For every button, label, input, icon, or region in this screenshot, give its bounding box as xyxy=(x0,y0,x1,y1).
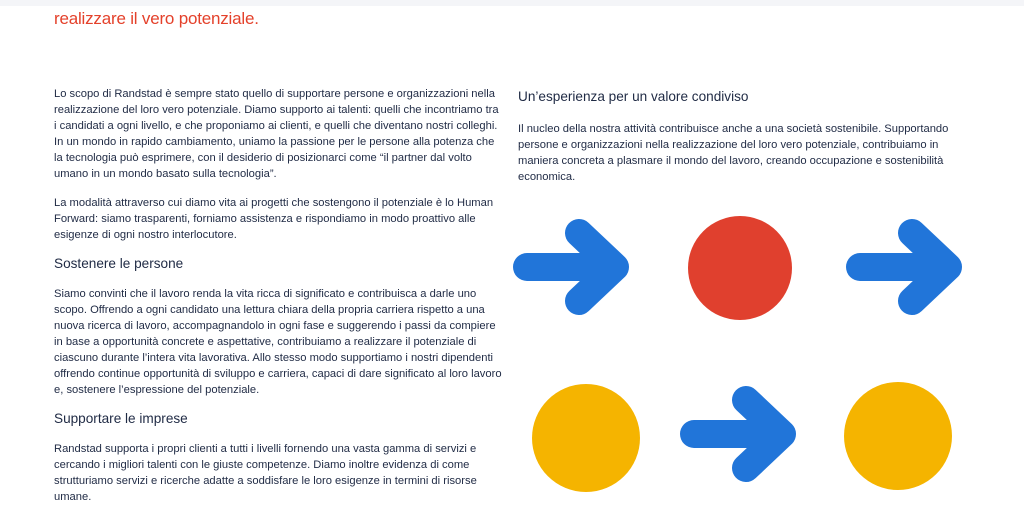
shared-value-heading: Un’esperienza per un valore condiviso xyxy=(518,89,749,104)
section-body-people: Siamo convinti che il lavoro renda la vita ricca di significato e contribuisca a darle uno scopo. Offrendo a ogni candidato una lettura chiara della propria carriera rispetto a una nuova ricerca di lavoro, accompagnandolo in ogni fase e suggerendo i passi da compiere in base a opportunità concrete e aspettative, contribuiamo a realizzare il potenziale di ciascuno durante l’intera vita lavorativa. Allo stesso modo supportiamo i nostri dipendenti offrendo continue opportunità di sviluppo e carriera, capaci di dare significato al loro lavoro e, sostenere l’espressione del potenziale. xyxy=(54,288,502,396)
red-circle xyxy=(688,216,792,320)
arrow-right-icon xyxy=(860,233,948,301)
page-title: realizzare il vero potenziale. xyxy=(54,9,259,28)
section-body-companies: Randstad supporta i propri clienti a tutti i livelli fornendo una vasta gamma di servizi e cercando i migliori talenti con le giuste competenze. Diamo inoltre evidenza di come strutturiamo servizi e ricerche adatte a soddisfare le loro esigenze in termini di risorse umane. xyxy=(54,443,477,503)
top-edge-strip xyxy=(0,0,1024,6)
arrow-right-icon xyxy=(694,400,782,468)
section-heading-companies: Supportare le imprese xyxy=(54,411,188,426)
arrow-right-icon xyxy=(527,233,615,301)
intro-paragraph: Lo scopo di Randstad è sempre stato quello di supportare persone e organizzazioni nella realizzazione del loro vero potenziale. Diamo supporto ai talenti: quelli che incontriamo tra i candidati a ogni livello, e che proponiamo ai clienti, e quelli che diventano nostri colleghi. In un mondo in rapido cambiamento, uniamo la passione per le persone alla potenza che la tecnologia può esprimere, con il desiderio di posizionarci come “il partner dal volto umano in un mondo basato sulla tecnologia”. xyxy=(54,88,499,180)
yellow-circle xyxy=(844,382,952,490)
shared-value-body: Il nucleo della nostra attività contribuisce anche a una società sostenibile. Supportando persone e organizzazioni nella realizzazione del loro vero potenziale, contribuiamo in maniera concreta a plasmare il mondo del lavoro, creando occupazione e sostenibilità economica. xyxy=(518,123,949,183)
human-forward-paragraph: La modalità attraverso cui diamo vita ai progetti che sostengono il potenziale è lo Human Forward: siamo trasparenti, forniamo assistenza e rispondiamo in modo proattivo alle esigenze di ogni nostro interlocutore. xyxy=(54,197,494,241)
yellow-circle xyxy=(532,384,640,492)
section-heading-people: Sostenere le persone xyxy=(54,256,184,271)
right-column xyxy=(518,88,968,185)
randstad-illustration xyxy=(506,210,976,518)
left-column xyxy=(54,86,504,505)
